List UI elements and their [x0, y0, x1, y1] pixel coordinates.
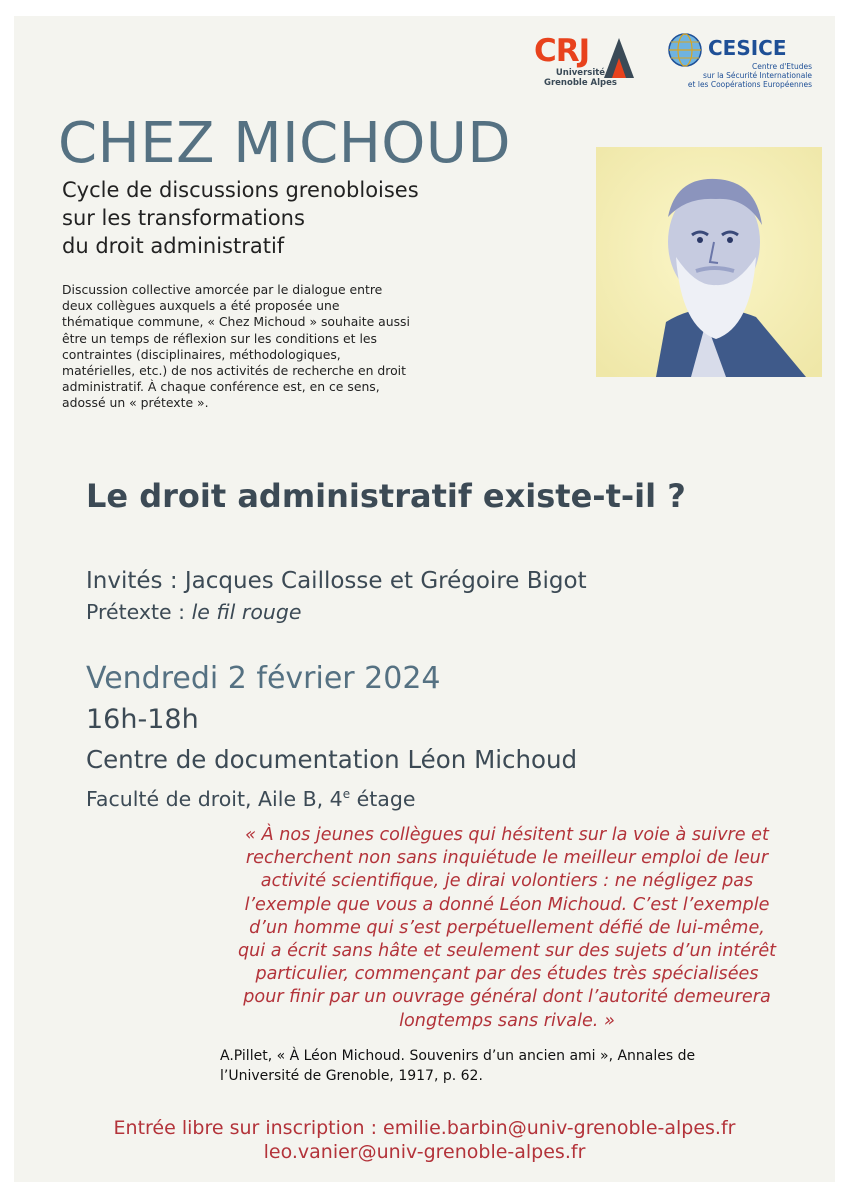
contact-line2[interactable]: leo.vanier@univ-grenoble-alpes.fr	[263, 1141, 586, 1163]
quote-line: recherchent non sans inquiétude le meilleur emploi de leur	[245, 848, 769, 869]
quote-block	[196, 824, 818, 1033]
crj-sub-line1: Université	[555, 68, 606, 78]
intro-line: administratif. À chaque conférence est, en ce sens,	[62, 379, 380, 395]
cesice-sub-line3: et les Coopérations Européennes	[687, 80, 812, 89]
crj-logo-text: CRJ	[534, 33, 590, 69]
address-text: Faculté de droit, Aile B, 4	[86, 787, 343, 811]
crj-sub-line2: Grenoble Alpes	[544, 78, 617, 88]
intro-line: deux collègues auxquels a été proposée une	[62, 298, 340, 314]
address-sup: e	[342, 787, 351, 801]
subtitle-line2: sur les transformations	[62, 206, 305, 230]
quote-line: d’un homme qui s’est perpétuellement défié de lui-même,	[249, 917, 765, 938]
crj-logo	[534, 34, 644, 94]
quote-source	[220, 1046, 820, 1086]
subtitle-line1: Cycle de discussions grenobloises	[62, 178, 419, 202]
source-line1: A.Pillet, « À Léon Michoud. Souvenirs d’un ancien ami », Annales de	[220, 1048, 696, 1064]
event-question: Le droit administratif existe-t-il ?	[86, 477, 686, 515]
contact-line1[interactable]: Entrée libre sur inscription : emilie.barbin@univ-grenoble-alpes.fr	[113, 1117, 736, 1139]
intro-line: Discussion collective amorcée par le dialogue entre	[62, 282, 383, 297]
subtitle-line3: du droit administratif	[62, 234, 285, 258]
pretext-value: le fil rouge	[191, 600, 302, 624]
quote-line: qui a écrit sans hâte et seulement sur des sujets d’un intérêt	[237, 941, 777, 962]
quote-line: « À nos jeunes collègues qui hésitent sur la voie à suivre et	[245, 825, 769, 845]
event-time: 16h-18h	[86, 704, 199, 735]
quote-line: activité scientifique, je dirai volontiers : ne négligez pas	[260, 871, 754, 892]
intro-line: thématique commune, « Chez Michoud » souhaite aussi	[62, 314, 410, 330]
event-pretext	[86, 598, 301, 626]
intro-line: adossé un « prétexte ».	[62, 395, 209, 411]
event-guests: Invités : Jacques Caillosse et Grégoire Bigot	[86, 568, 587, 594]
quote-line: longtemps sans rivale. »	[399, 1010, 615, 1031]
cesice-sub-line1: Centre d'Etudes	[752, 62, 812, 71]
page-subtitle	[62, 176, 419, 260]
address-suffix: étage	[350, 787, 416, 811]
quote-line: l’exemple que vous a donné Léon Michoud. C’est l’exemple	[244, 894, 770, 915]
event-date: Vendredi 2 février 2024	[86, 661, 441, 696]
intro-paragraph	[62, 282, 418, 412]
pretext-label: Prétexte :	[86, 600, 192, 624]
page-title: CHEZ MICHOUD	[58, 111, 511, 176]
intro-line: être un temps de réflexion sur les conditions et les	[62, 330, 377, 346]
intro-line: matérielles, etc.) de nos activités de recherche en droit	[62, 363, 406, 379]
cesice-logo-subtitle	[672, 62, 812, 89]
intro-line: contraintes (disciplinaires, méthodologiques,	[62, 346, 341, 362]
portrait-image	[596, 147, 822, 377]
quote-line: particulier, commençant par des études très spécialisées	[255, 964, 759, 985]
event-place: Centre de documentation Léon Michoud	[86, 745, 578, 774]
source-line2: l’Université de Grenoble, 1917, p. 62.	[220, 1068, 483, 1084]
crj-logo-subtitle	[544, 68, 617, 88]
cesice-sub-line2: sur la Sécurité Internationale	[702, 71, 812, 80]
event-address	[86, 780, 415, 813]
cesice-logo-text: CESICE	[708, 36, 787, 60]
registration-contact	[0, 1116, 849, 1164]
cesice-logo	[667, 32, 817, 96]
quote-line: pour finir par un ouvrage général dont l’autorité demeurera	[243, 987, 771, 1008]
